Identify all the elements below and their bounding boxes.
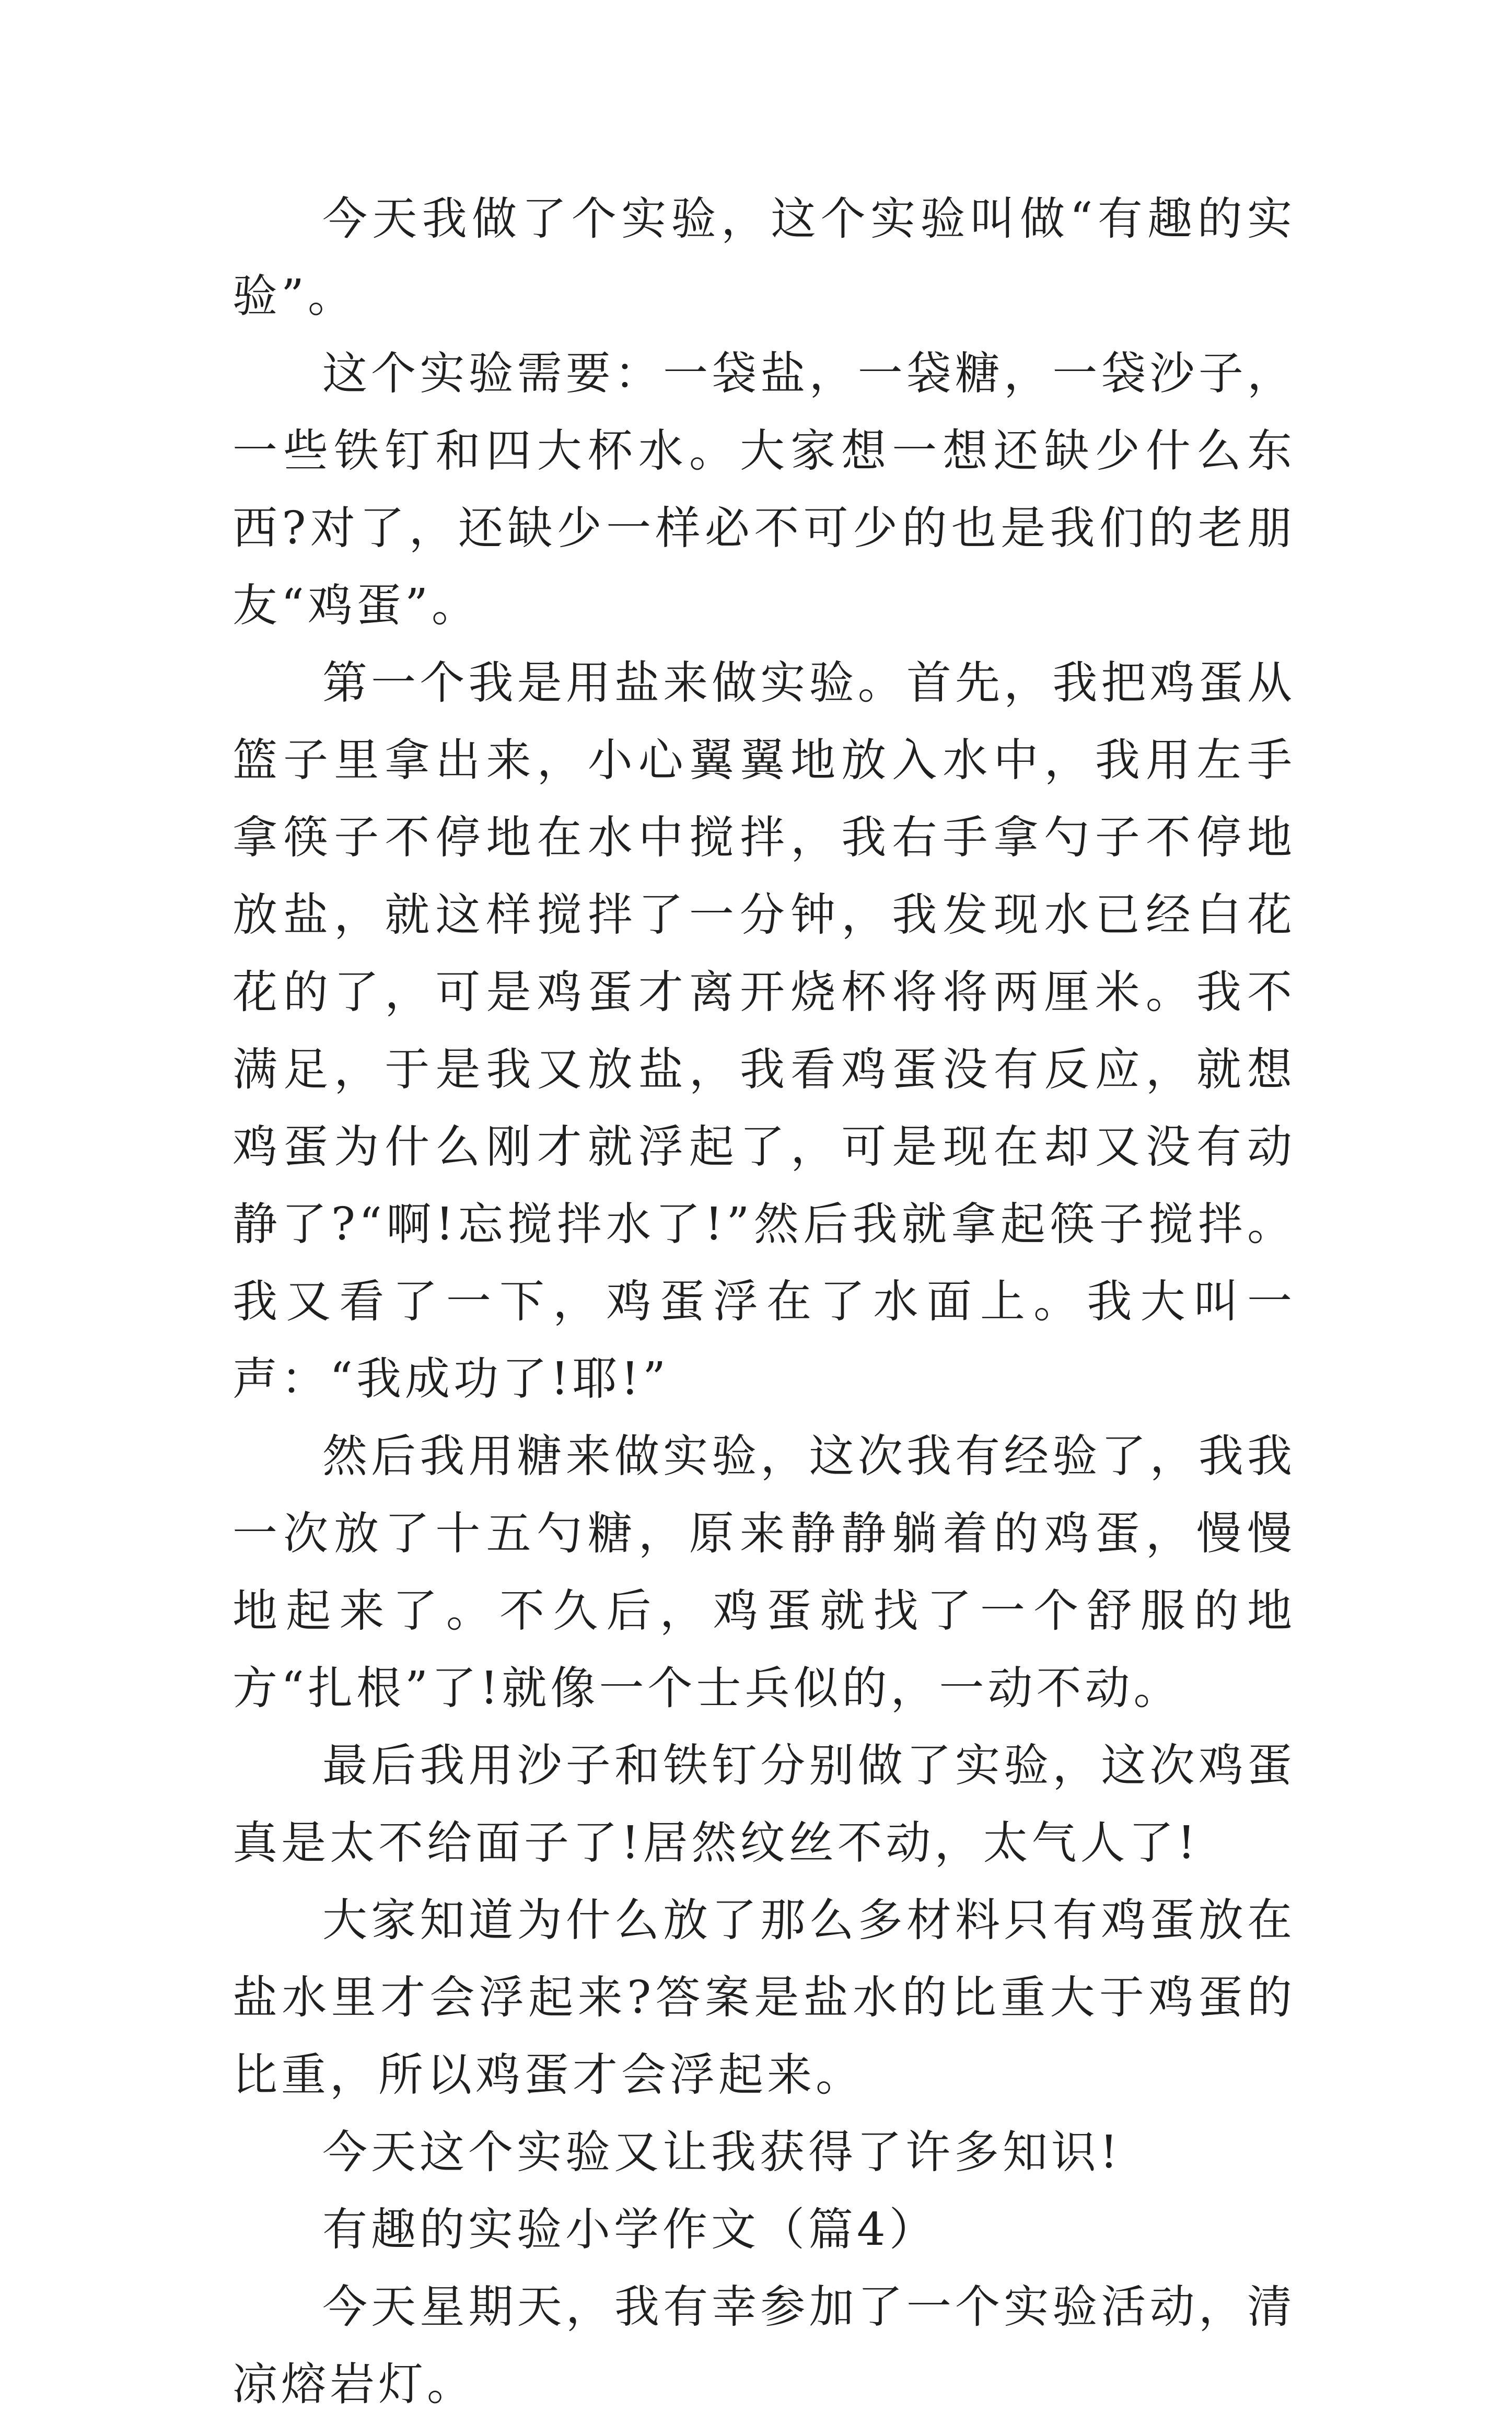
paragraph-conclusion: 今天这个实验又让我获得了许多知识! [322, 2126, 1122, 2178]
paragraph-explanation: 大家知道为什么放了那么多材料只有鸡蛋放在盐水里才会浮起来?答案是盐水的比重大于鸡蛋的比重，所以鸡蛋才会浮起来。 [232, 1894, 1296, 2101]
paragraph-sugar-experiment: 然后我用糖来做实验，这次我有经验了，我我一次放了十五勺糖，原来静静躺着的鸡蛋，慢慢地起来了。不久后，鸡蛋就找了一个舒服的地方“扎根”了!就像一个士兵似的，一动不动。 [232, 1430, 1296, 1714]
article-body [232, 180, 1296, 2423]
paragraph-materials: 这个实验需要：一袋盐，一袋糖，一袋沙子，一些铁钉和四大杯水。大家想一想还缺少什么东西?对了，还缺少一样必不可少的也是我们的老朋友“鸡蛋”。 [232, 347, 1296, 632]
paragraph-intro: 今天我做了个实验，这个实验叫做“有趣的实验”。 [232, 193, 1296, 322]
paragraph-next-essay-intro: 今天星期天，我有幸参加了一个实验活动，清凉熔岩灯。 [232, 2281, 1296, 2410]
section-heading: 有趣的实验小学作文（篇4） [322, 2204, 938, 2256]
paragraph-salt-experiment: 第一个我是用盐来做实验。首先，我把鸡蛋从篮子里拿出来，小心翼翼地放入水中，我用左手拿筷子不停地在水中搅拌，我右手拿勺子不停地放盐，就这样搅拌了一分钟，我发现水已经白花花的了，可是鸡蛋才离开烧杯将将两厘米。我不满足，于是我又放盐，我看鸡蛋没有反应，就想鸡蛋为什么刚才就浮起了，可是现在却又没有动静了?“啊!忘搅拌水了!”然后我就拿起筷子搅拌。我又看了一下，鸡蛋浮在了水面上。我大叫一声：“我成功了!耶!” [232, 657, 1296, 1405]
paragraph-sand-nail-experiment: 最后我用沙子和铁钉分别做了实验，这次鸡蛋真是太不给面子了!居然纹丝不动，太气人了! [232, 1740, 1296, 1869]
